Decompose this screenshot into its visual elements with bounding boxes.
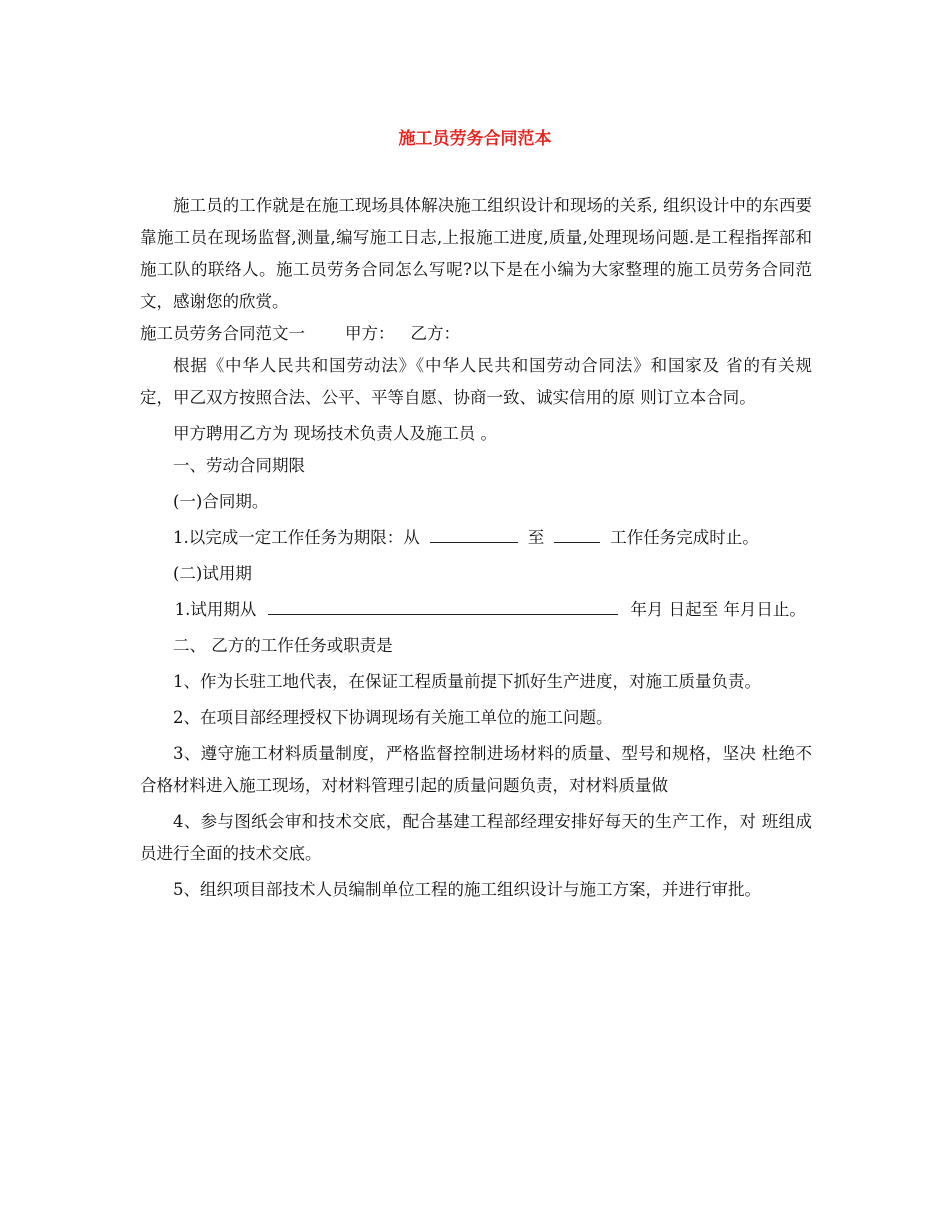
duty-item-1: 1、作为长驻工地代表，在保证工程质量前提下抓好生产进度，对施工质量负责。	[173, 672, 761, 691]
section-1-heading: 一、劳动合同期限	[173, 456, 305, 475]
hire-paragraph: 甲方聘用乙方为 现场技术负责人及施工员 。	[173, 424, 497, 443]
term-line	[140, 522, 812, 554]
term-prefix: 1.以完成一定工作任务为期限：从	[173, 528, 420, 547]
subsection-trial-period: (二)试用期	[173, 564, 252, 583]
party-b-label: 乙方：	[410, 324, 460, 343]
document-body	[140, 190, 812, 906]
sample-heading	[140, 318, 812, 350]
intro-paragraph: 施工员的工作就是在施工现场具体解决施工组织设计和现场的关系, 组织设计中的东西要靠施工员在现场监督,测量,编写施工日志,上报施工进度,质量,处理现场问题.是工程指挥部和施工队的联络人。施工员劳务合同怎么写呢?以下是在小编为大家整理的施工员劳务合同范文，感谢您的欣赏。	[140, 196, 812, 311]
subsection-contract-period: (一)合同期。	[173, 492, 269, 511]
duty-item-3: 3、遵守施工材料质量制度，严格监督控制进场材料的质量、型号和规格，坚决 杜绝不合格材料进入施工现场，对材料管理引起的质量问题负责，对材料质量做	[140, 744, 812, 795]
term-start-blank[interactable]	[430, 522, 518, 543]
duty-item-5: 5、组织项目部技术人员编制单位工程的施工组织设计与施工方案，并进行审批。	[173, 880, 761, 899]
page-title: 施工员劳务合同范本	[398, 129, 552, 149]
trial-period-blank[interactable]	[268, 594, 618, 615]
basis-paragraph: 根据《中华人民共和国劳动法》《中华人民共和国劳动合同法》和国家及 省的有关规定，甲乙双方按照合法、公平、平等自愿、协商一致、诚实信用的原 则订立本合同。	[140, 356, 812, 407]
term-middle: 至	[527, 528, 545, 547]
trial-suffix: 年月 日起至 年月日止。	[630, 600, 806, 619]
term-end-blank[interactable]	[554, 522, 600, 543]
sample-name: 施工员劳务合同范文一	[140, 324, 305, 343]
duty-item-4: 4、参与图纸会审和技术交底，配合基建工程部经理安排好每天的生产工作，对 班组成员进行全面的技术交底。	[140, 812, 812, 863]
trial-line	[140, 594, 812, 626]
party-a-label: 甲方：	[345, 324, 395, 343]
trial-prefix: 1.试用期从	[174, 600, 257, 619]
term-suffix: 工作任务完成时止。	[610, 528, 759, 547]
section-2-heading: 二、 乙方的工作任务或职责是	[173, 636, 393, 655]
duty-item-2: 2、在项目部经理授权下协调现场有关施工单位的施工问题。	[173, 708, 613, 727]
